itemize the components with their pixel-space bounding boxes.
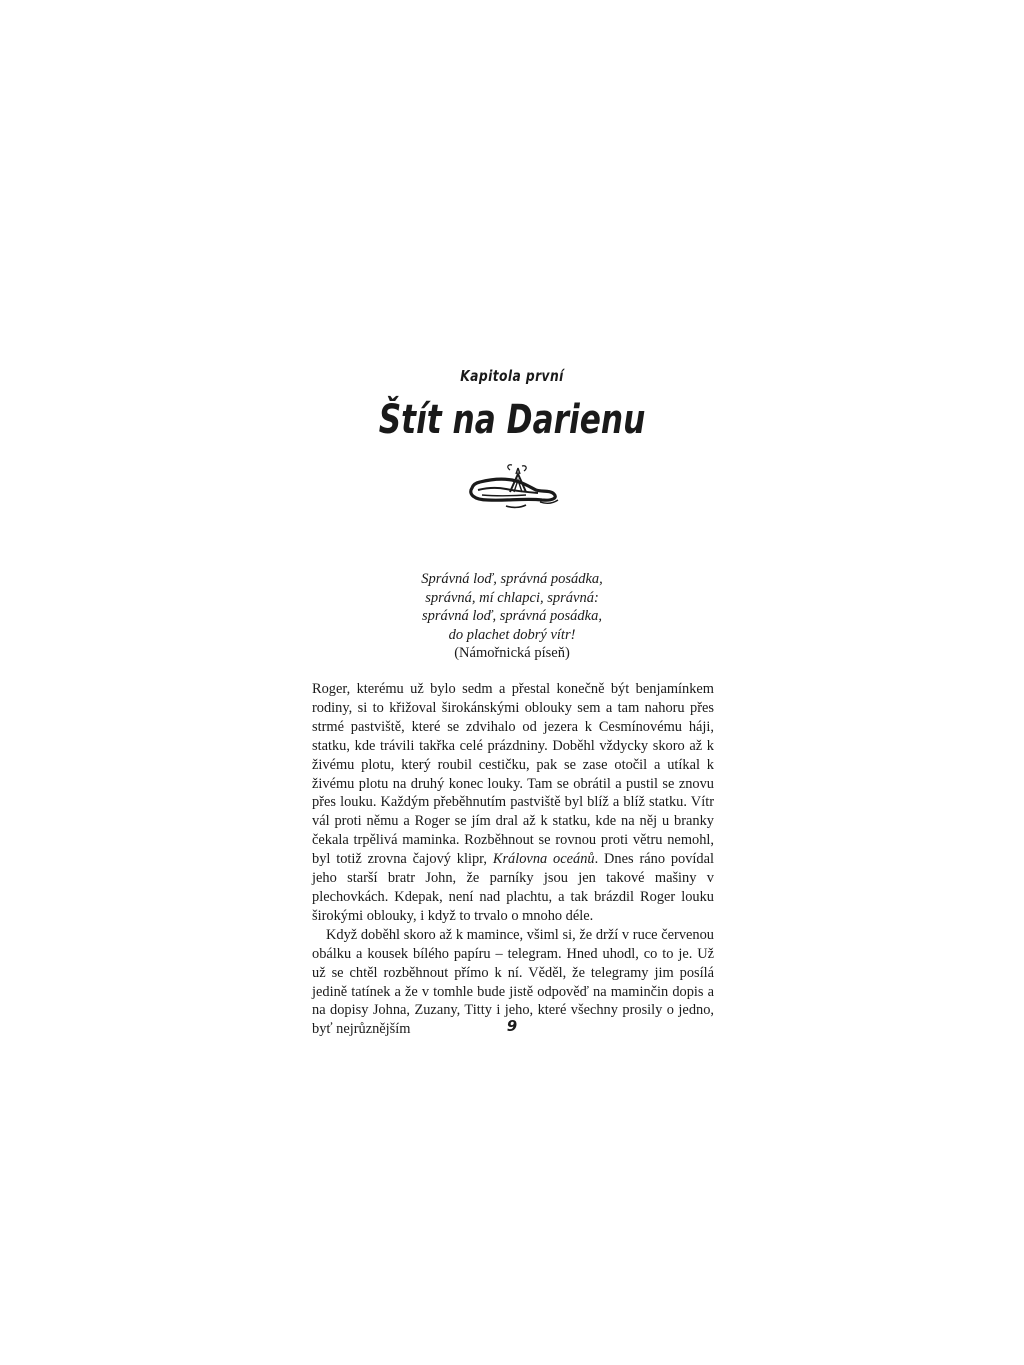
epigraph-line: správná loď, správná posádka, [422,608,602,624]
paragraph-1: Roger, kterému už bylo sedm a přestal konečně být benjamínkem rodiny, si to křižoval širokánskými oblouky sem a tam nahoru přes strmé pastviště, které se zdvihalo od jezera k Cesmínovému háji, statku, kde trávili takřka celé prázdniny. Doběhl vždycky skoro až k živému plotu, který roubil cestičku, pak se zase otočil a utíkal k živému plotu na druhý konec louky. Tam se obrátil a pustil se znovu přes louku. Každým přeběhnutím pastviště byl blíž a blíž statku. Vítr vál proti němu a Roger se jím dral až k statku, kde na něj u branky čekala trpělivá maminka. Rozběhnout se rovnou proti větru nemohl, byl totiž zrovna čajový klipr, Královna oceánů. Dnes ráno povídal jeho starší bratr John, že parníky jsou jen takové mašiny v plechovkách. Kdepak, není nad plachtu, a tak brázdil Roger louku širokými oblouky, i když to trvalo o mnoho déle. [312,681,715,924]
epigraph-line: do plachet dobrý vítr! [448,626,576,643]
page-number: 9 [506,1017,518,1035]
ship-name: Královna oceánů [492,851,595,868]
epigraph-source: (Námořnická píseň) [454,645,570,661]
chapter-body [312,680,714,1039]
epigraph-line: Správná loď, správná posádka, [421,571,603,587]
chapter-label: Kapitola první [460,367,564,385]
campfire-tent-icon [466,462,560,510]
epigraph [312,570,712,663]
paragraph-2: Když doběhl skoro až k mamince, všiml si, že drží v ruce červenou obálku a kousek bílého papíru – telegram. Hned uhodl, co to je. Už už se chtěl rozběhnout přímo k ní. Věděl, že telegramy jim posílá jedině tatínek a že v tomhle bude jistě odpověď na maminčin dopis a na dopisy Johna, Zuzany, Titty i jeho, které všechny prosily o jedno, byť nejrůznějším [312,926,714,1038]
epigraph-line: správná, mí chlapci, správná: [425,589,599,606]
chapter-title: Štít na Darienu [378,397,646,443]
